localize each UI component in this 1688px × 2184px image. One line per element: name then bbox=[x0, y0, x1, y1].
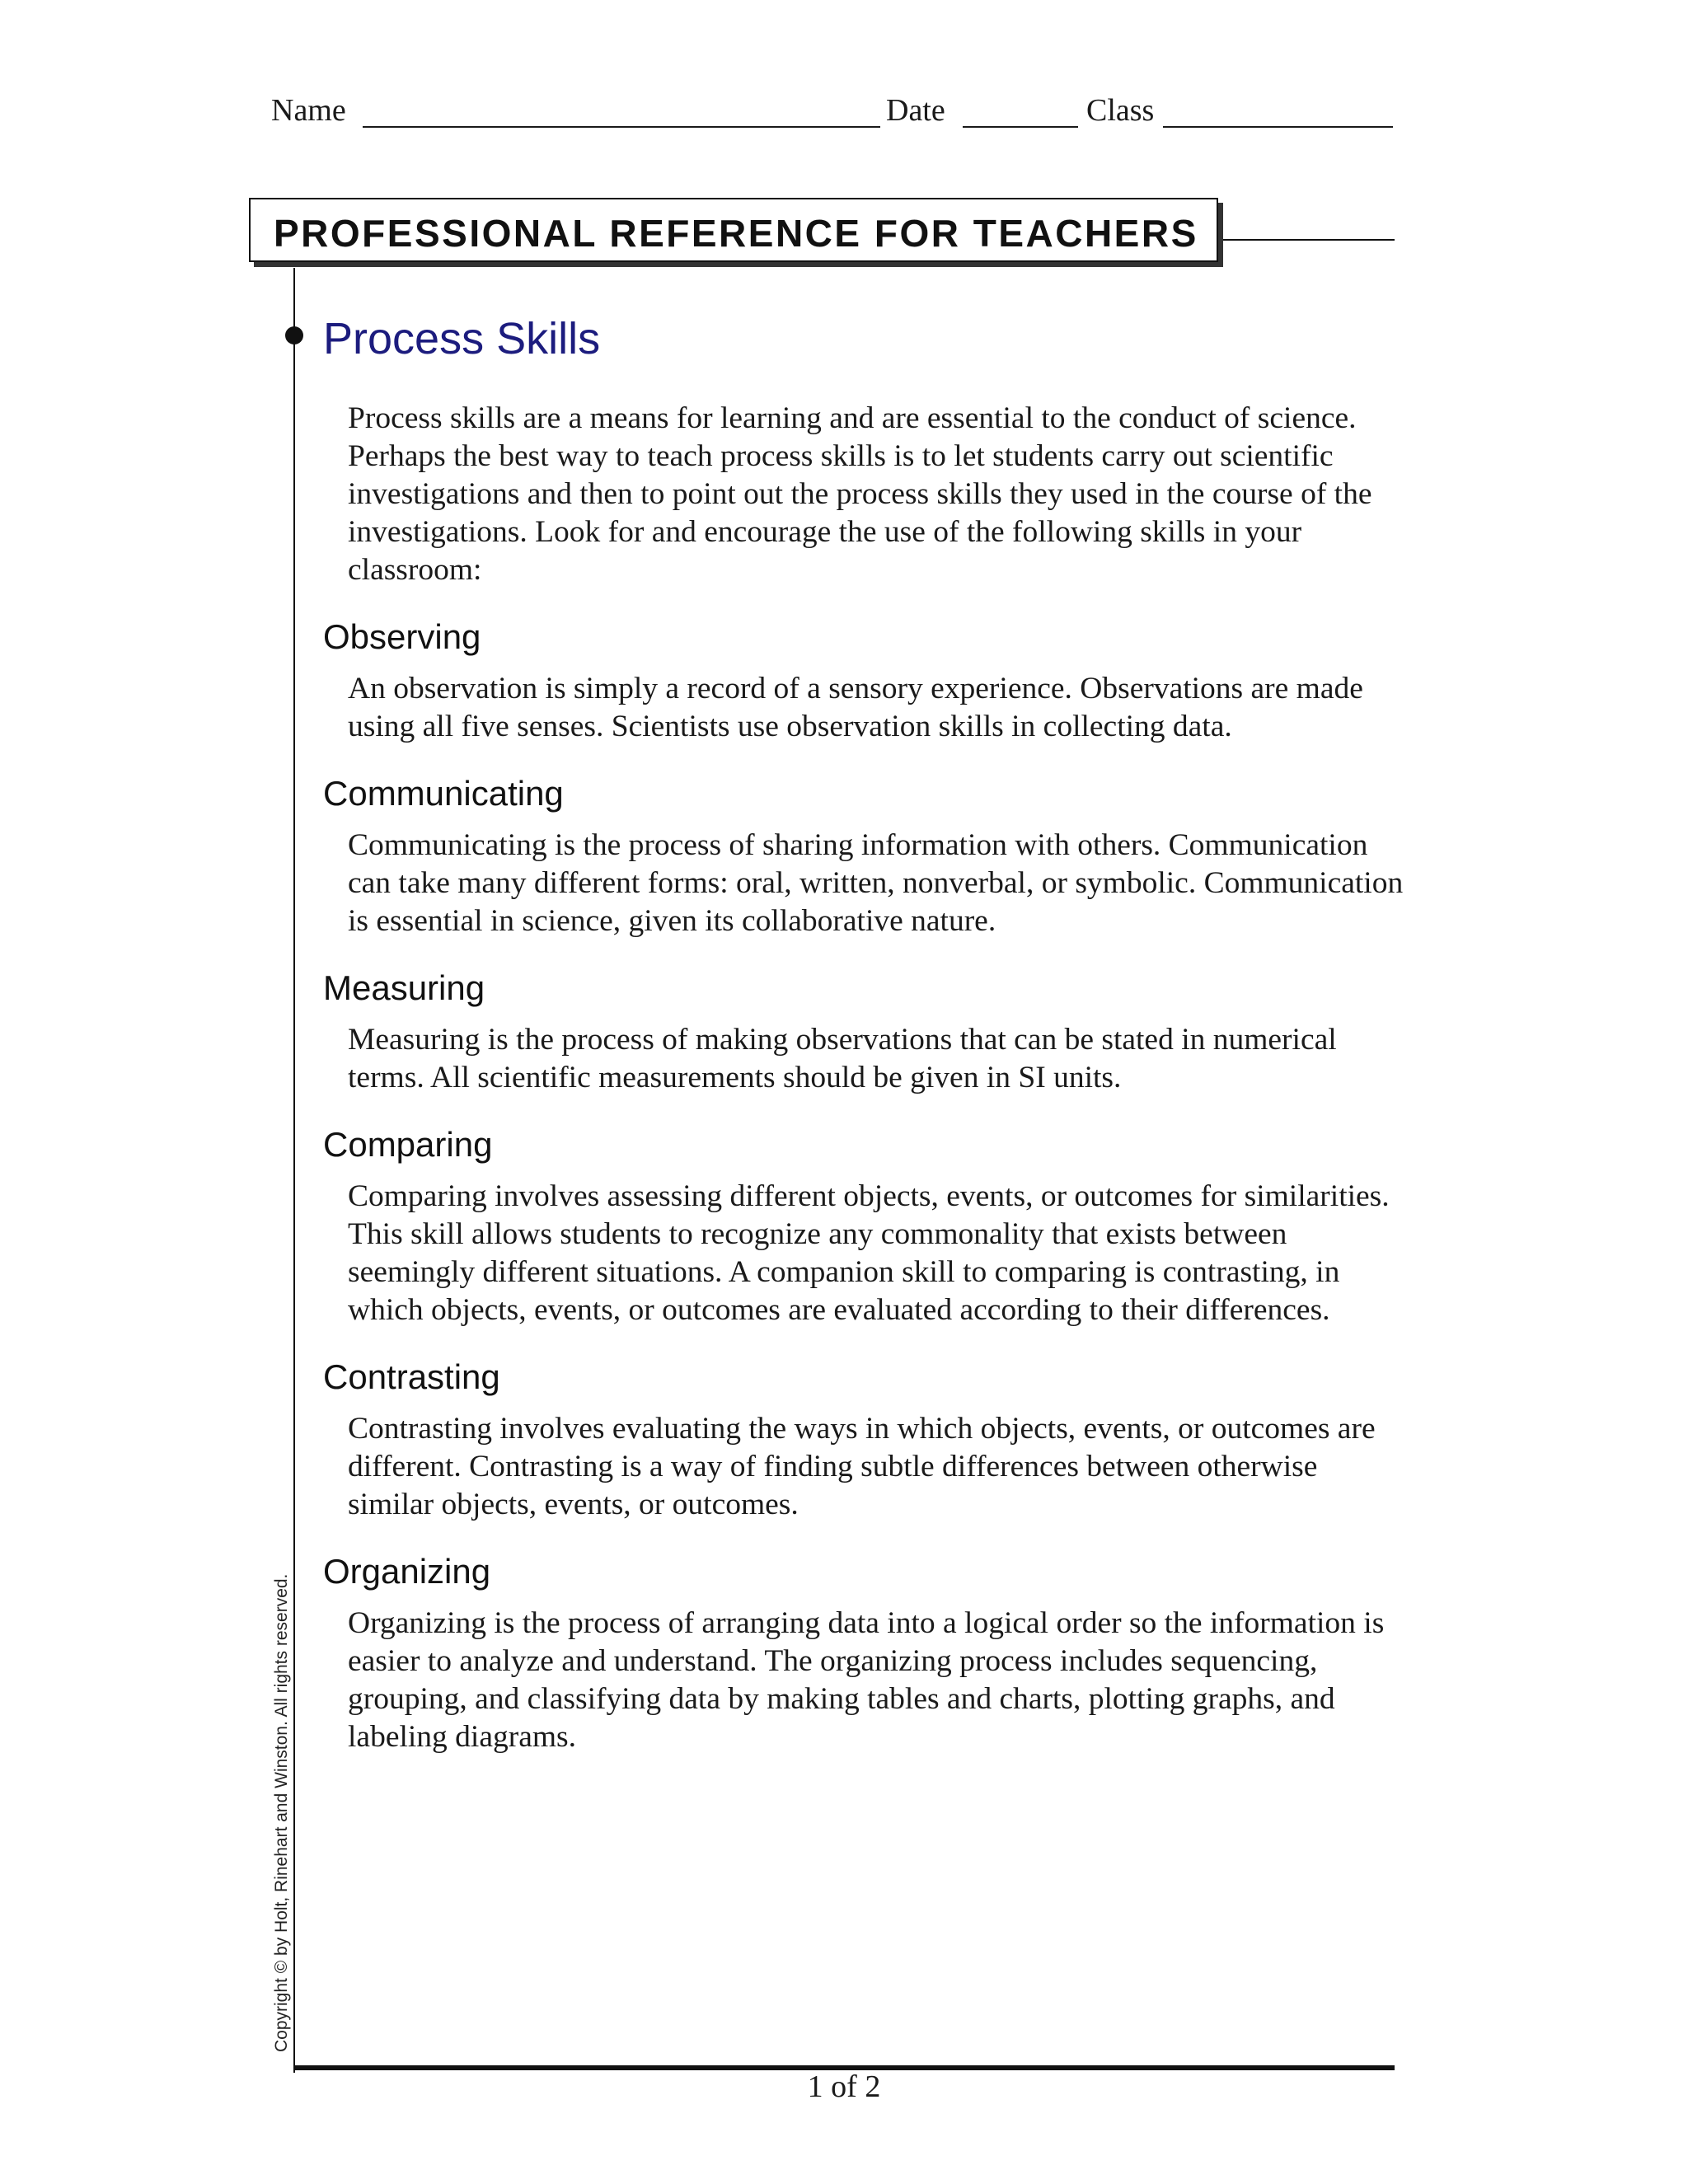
name-label: Name bbox=[271, 93, 346, 128]
name-field[interactable] bbox=[363, 126, 880, 128]
intro-paragraph: Process skills are a means for learning and are essential to the conduct of science. Perhaps the best way to teach process skills is to let students carry out scientific investigations and then to point out the process skills they used in the course of the investigations. Look for and encourage the use of the following skills in your classroom: bbox=[348, 401, 1372, 587]
page-title: Process Skills bbox=[323, 314, 601, 363]
section-heading: Measuring bbox=[323, 968, 485, 1007]
section-observing bbox=[323, 612, 1404, 746]
section-heading: Contrasting bbox=[323, 1357, 500, 1396]
section-contrasting bbox=[323, 1352, 1404, 1524]
date-label: Date bbox=[886, 93, 945, 128]
section-organizing bbox=[323, 1547, 1404, 1756]
class-field[interactable] bbox=[1163, 126, 1393, 128]
section-body: Organizing is the process of arranging data into a logical order so the information is easier to analyze and understand. The organizing process includes sequencing, grouping, and classifying data by making tables and charts, plotting graphs, and labeling diagrams. bbox=[348, 1606, 1385, 1754]
class-label: Class bbox=[1086, 93, 1155, 128]
section-body: An observation is simply a record of a sensory experience. Observations are made using all five senses. Scientists use observation skills in collecting data. bbox=[348, 672, 1363, 743]
section-body: Comparing involves assessing different objects, events, or outcomes for similarities. This skill allows students to recognize any commonality that exists between seemingly different situations. A companion skill to comparing is contrasting, in which objects, events, or outcomes are evaluated according to their differences. bbox=[348, 1179, 1390, 1327]
date-field[interactable] bbox=[963, 126, 1078, 128]
section-communicating bbox=[323, 769, 1404, 940]
copyright-notice: Copyright © by Holt, Rinehart and Winston. All rights reserved. bbox=[272, 1573, 291, 2052]
page-number: 1 of 2 bbox=[807, 2069, 881, 2104]
banner-rule bbox=[1218, 239, 1395, 241]
margin-rule bbox=[293, 268, 295, 2073]
section-body: Communicating is the process of sharing information with others. Communication can take many different forms: oral, written, nonverbal, or symbolic. Communication is essential in science, given its collaborative nature. bbox=[348, 828, 1404, 938]
section-comparing bbox=[323, 1120, 1404, 1329]
section-heading: Organizing bbox=[323, 1552, 491, 1591]
section-measuring bbox=[323, 963, 1404, 1097]
section-body: Contrasting involves evaluating the ways in which objects, events, or outcomes are different. Contrasting is a way of finding subtle differences between otherwise similar objects, events, or outcomes. bbox=[348, 1412, 1376, 1521]
banner-text: PROFESSIONAL REFERENCE FOR TEACHERS bbox=[274, 212, 1198, 255]
student-info-header bbox=[268, 92, 1393, 142]
section-banner bbox=[249, 198, 1218, 262]
section-body: Measuring is the process of making observations that can be stated in numerical terms. All scientific measurements should be given in SI units. bbox=[348, 1023, 1337, 1094]
section-heading: Comparing bbox=[323, 1125, 493, 1164]
section-heading: Communicating bbox=[323, 774, 564, 813]
section-heading: Observing bbox=[323, 617, 481, 656]
title-bullet-icon bbox=[285, 326, 303, 344]
main-content bbox=[323, 400, 1404, 1756]
